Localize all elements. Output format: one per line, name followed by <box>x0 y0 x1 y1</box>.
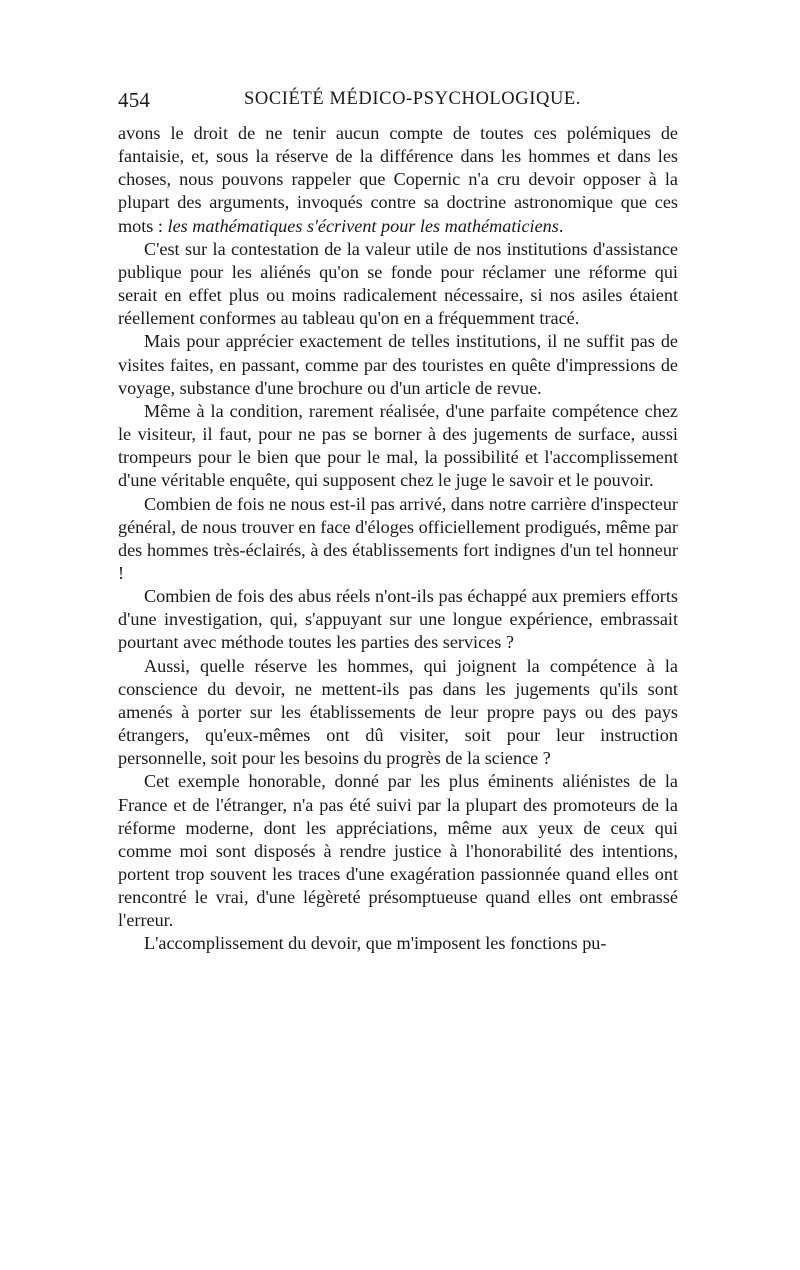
running-head <box>118 88 678 122</box>
paragraph-8: Cet exemple honorable, donné par les plus éminents aliénistes de la France et de l'étranger, n'a pas été suivi par la plupart des promoteurs de la réforme moderne, dont les appréciations, même aux yeux de ceux qui comme moi sont disposés à rendre justice à l'honorabilité des intentions, portent trop souvent les traces d'une exagération passionnée quand elles ont rencontré le vrai, d'une légèreté présomptueuse quand elles ont embrassé l'erreur. <box>118 771 678 931</box>
page-number: 454 <box>118 88 151 112</box>
paragraph-6: Combien de fois des abus réels n'ont-ils pas échappé aux premiers efforts d'une investigation, qui, s'appuyant sur une longue expérience, embrassait pourtant avec méthode toutes les parties des services ? <box>118 586 678 653</box>
paragraph-1 <box>118 122 678 238</box>
paragraph-9: L'accomplissement du devoir, que m'imposent les fonctions pu- <box>144 933 607 954</box>
paragraph-1-quote: les mathématiques s'écrivent pour les mathématiciens <box>167 215 559 236</box>
paragraph-3: Mais pour apprécier exactement de telles institutions, il ne suffit pas de visites faites, en passant, comme par des touristes en quête d'impressions de voyage, substance d'une brochure ou d'un article de revue. <box>118 331 678 398</box>
paragraph-2: C'est sur la contestation de la valeur utile de nos institutions d'assistance publique pour les aliénés qu'on se fonde pour réclamer une réforme qui serait en effet plus ou moins radicalement nécessaire, si nos asiles étaient réellement conformes au tableau qu'on en a fréquemment tracé. <box>118 238 678 329</box>
paragraph-4: Même à la condition, rarement réalisée, d'une parfaite compétence chez le visiteur, il faut, pour ne pas se borner à des jugements de surface, aussi trompeurs pour le bien que pour le mal, la possibilité et l'accomplissement d'une véritable enquête, qui supposent chez le juge le savoir et le pouvoir. <box>118 400 678 491</box>
paragraph-1-text: avons le droit de ne tenir aucun compte de toutes ces polémiques de fantaisie, et, sous la réserve de la différence dans les hommes et dans les choses, nous pouvons rappeler que Copernic n'a cru devoir opposer à la plupart des arguments, invoqués contre sa doctrine astronomique que ces mots : <box>118 123 678 236</box>
journal-title: SOCIÉTÉ MÉDICO-PSYCHOLOGIQUE. <box>244 89 582 109</box>
book-page <box>118 88 678 956</box>
paragraph-1-end: . <box>558 215 564 236</box>
paragraph-7: Aussi, quelle réserve les hommes, qui joignent la compétence à la conscience du devoir, ne mettent-ils pas dans les jugements qu'ils sont amenés à porter sur les établissements de leur propre pays ou des pays étrangers, qu'eux-mêmes ont dû visiter, soit pour leur instruction personnelle, soit pour les besoins du progrès de la science ? <box>118 655 678 769</box>
paragraph-5: Combien de fois ne nous est-il pas arrivé, dans notre carrière d'inspecteur général, de nous trouver en face d'éloges officiellement prodigués, même par des hommes très-éclairés, à des établissements fort indignes d'un tel honneur ! <box>118 493 678 583</box>
body-text <box>118 122 678 956</box>
